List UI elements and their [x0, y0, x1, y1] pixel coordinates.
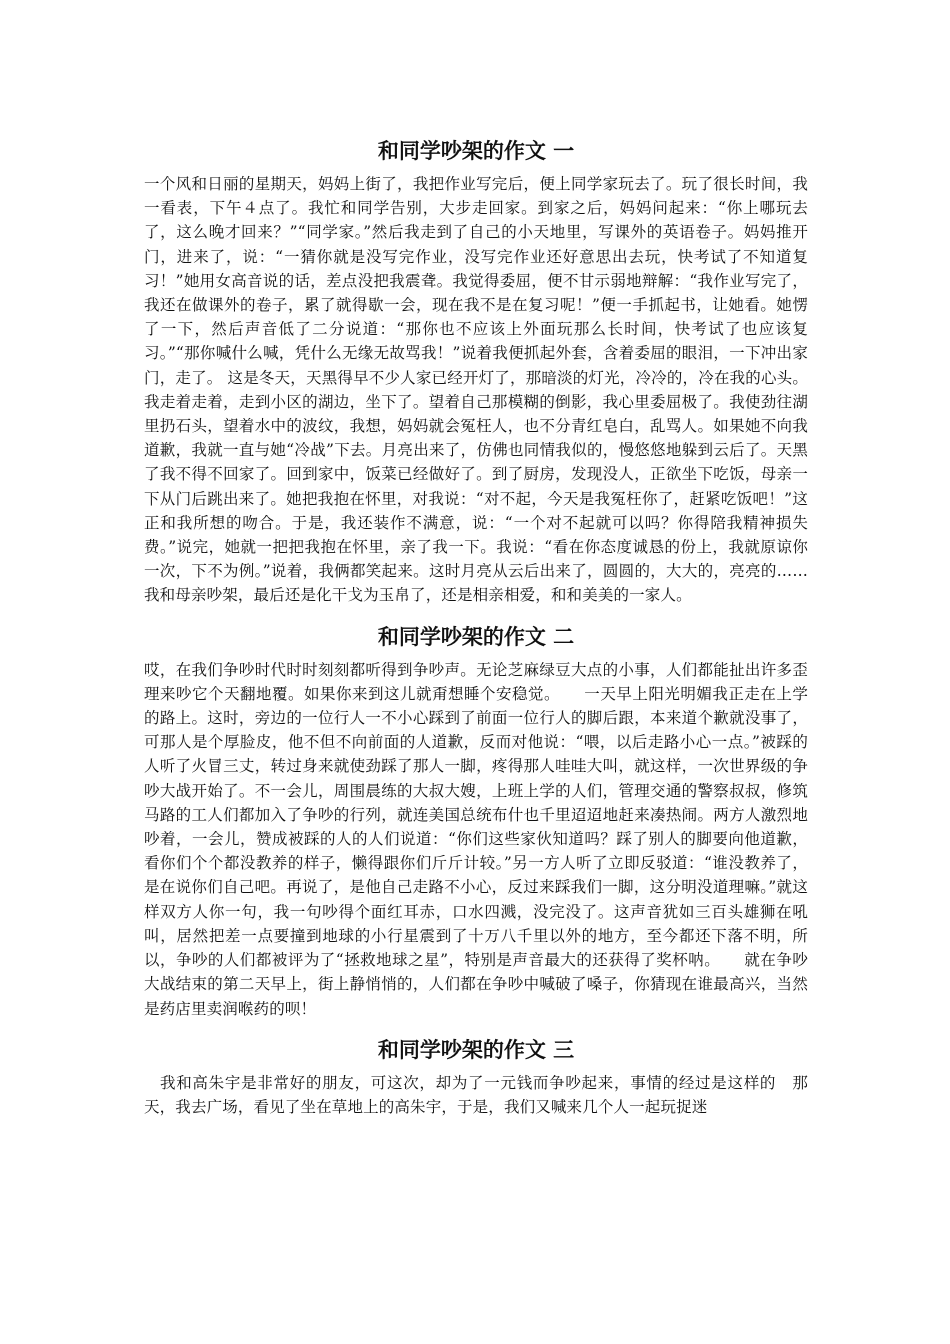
document-content — [144, 136, 808, 1119]
essay-body-2: 哎，在我们争吵时代时时刻刻都听得到争吵声。无论芝麻绿豆大点的小事，人们都能扯出许多歪理来吵它个天翻地覆。如果你来到这儿就甭想睡个安稳觉。 一天早上阳光明媚我正走在上学的路上。这时，旁边的一位行人一不小心踩到了前面一位行人的脚后跟，本来道个歉就没事了，可那人是个厚脸皮，他不但不向前面的人道歉，反而对他说：“喂，以后走路小心一点。”被踩的人听了火冒三丈，转过身来就使劲踩了那人一脚，疼得那人哇哇大叫，就这样，一次世界级的争吵大战开始了。不一会儿，周围晨练的大叔大嫂，上班上学的人们，管理交通的警察叔叔，修筑马路的工人们都加入了争吵的行列，就连美国总统布什也千里迢迢地赶来凑热闹。两方人激烈地吵着，一会儿，赞成被踩的人的人们说道：“你们这些家伙知道吗？踩了别人的脚要向他道歉，看你们个个都没教养的样子，懒得跟你们斤斤计较。”另一方人听了立即反驳道：“谁没教养了，是在说你们自己吧。再说了，是他自己走路不小心，反过来踩我们一脚，这分明没道理嘛。”就这样双方人你一句，我一句吵得个面红耳赤，口水四溅，没完没了。这声音犹如三百头雄狮在吼叫，居然把差一点要撞到地球的小行星震到了十万八千里以外的地方，至今都还下落不明，所以，争吵的人们都被评为了“拯救地球之星”，特别是声音最大的还获得了奖杯呐。 就在争吵大战结束的第二天早上，街上静悄悄的，人们都在争吵中喊破了嗓子，你猜现在谁最高兴，当然是药店里卖润喉药的呗！ — [144, 660, 808, 1018]
essay-body-1: 一个风和日丽的星期天，妈妈上街了，我把作业写完后，便上同学家玩去了。玩了很长时间，我一看表，下午４点了。我忙和同学告别，大步走回家。到家之后，妈妈问起来：“你上哪玩去了，这么晚才回来？”“同学家。”然后我走到了自己的小天地里，写课外的英语卷子。妈妈推开门，进来了，说：“一猜你就是没写完作业，没写完作业还好意思出去玩，快考试了不知道复习！”她用女高音说的话，差点没把我震聋。我觉得委屈，便不甘示弱地辩解：“我作业写完了，我还在做课外的卷子，累了就得歇一会，现在我不是在复习呢！”便一手抓起书，让她看。她愣了一下，然后声音低了二分说道：“那你也不应该上外面玩那么长时间，快考试了也应该复习。”“那你喊什么喊，凭什么无缘无故骂我！”说着我便抓起外套，含着委屈的眼泪，一下冲出家门，走了。 这是冬天，天黑得早不少人家已经开灯了，那暗淡的灯光，冷冷的，冷在我的心头。我走着走着，走到小区的湖边，坐下了。望着自己那模糊的倒影，我心里委屈极了。我使劲往湖里扔石头，望着水中的波纹，我想，妈妈就会冤枉人，也不分青红皂白，乱骂人。如果她不向我道歉，我就一直与她“冷战”下去。月亮出来了，仿佛也同情我似的，慢悠悠地躲到云后了。天黑了我不得不回家了。回到家中，饭菜已经做好了。到了厨房，发现没人，正欲坐下吃饭，母亲一下从门后跳出来了。她把我抱在怀里，对我说：“对不起，今天是我冤枉你了，赶紧吃饭吧！”这正和我所想的吻合。于是，我还装作不满意，说：“一个对不起就可以吗？你得陪我精神损失费。”说完，她就一把把我抱在怀里，亲了我一下。我说：“看在你态度诚恳的份上，我就原谅你一次，下不为例。”说着，我俩都笑起来。这时月亮从云后出来了，圆圆的，大大的，亮亮的…… 我和母亲吵架，最后还是化干戈为玉帛了，还是相亲相爱，和和美美的一家人。 — [144, 175, 808, 605]
essay-title-2: 和同学吵架的作文 二 — [377, 624, 575, 649]
essay-title-1: 和同学吵架的作文 一 — [377, 139, 575, 163]
essay-title-3: 和同学吵架的作文 三 — [377, 1037, 575, 1062]
essay-body-3: 我和高朱宇是非常好的朋友，可这次，却为了一元钱而争吵起来，事情的经过是这样的 那天，我去广场，看见了坐在草地上的高朱宇，于是，我们又喊来几个人一起玩捉迷 — [144, 1073, 808, 1116]
